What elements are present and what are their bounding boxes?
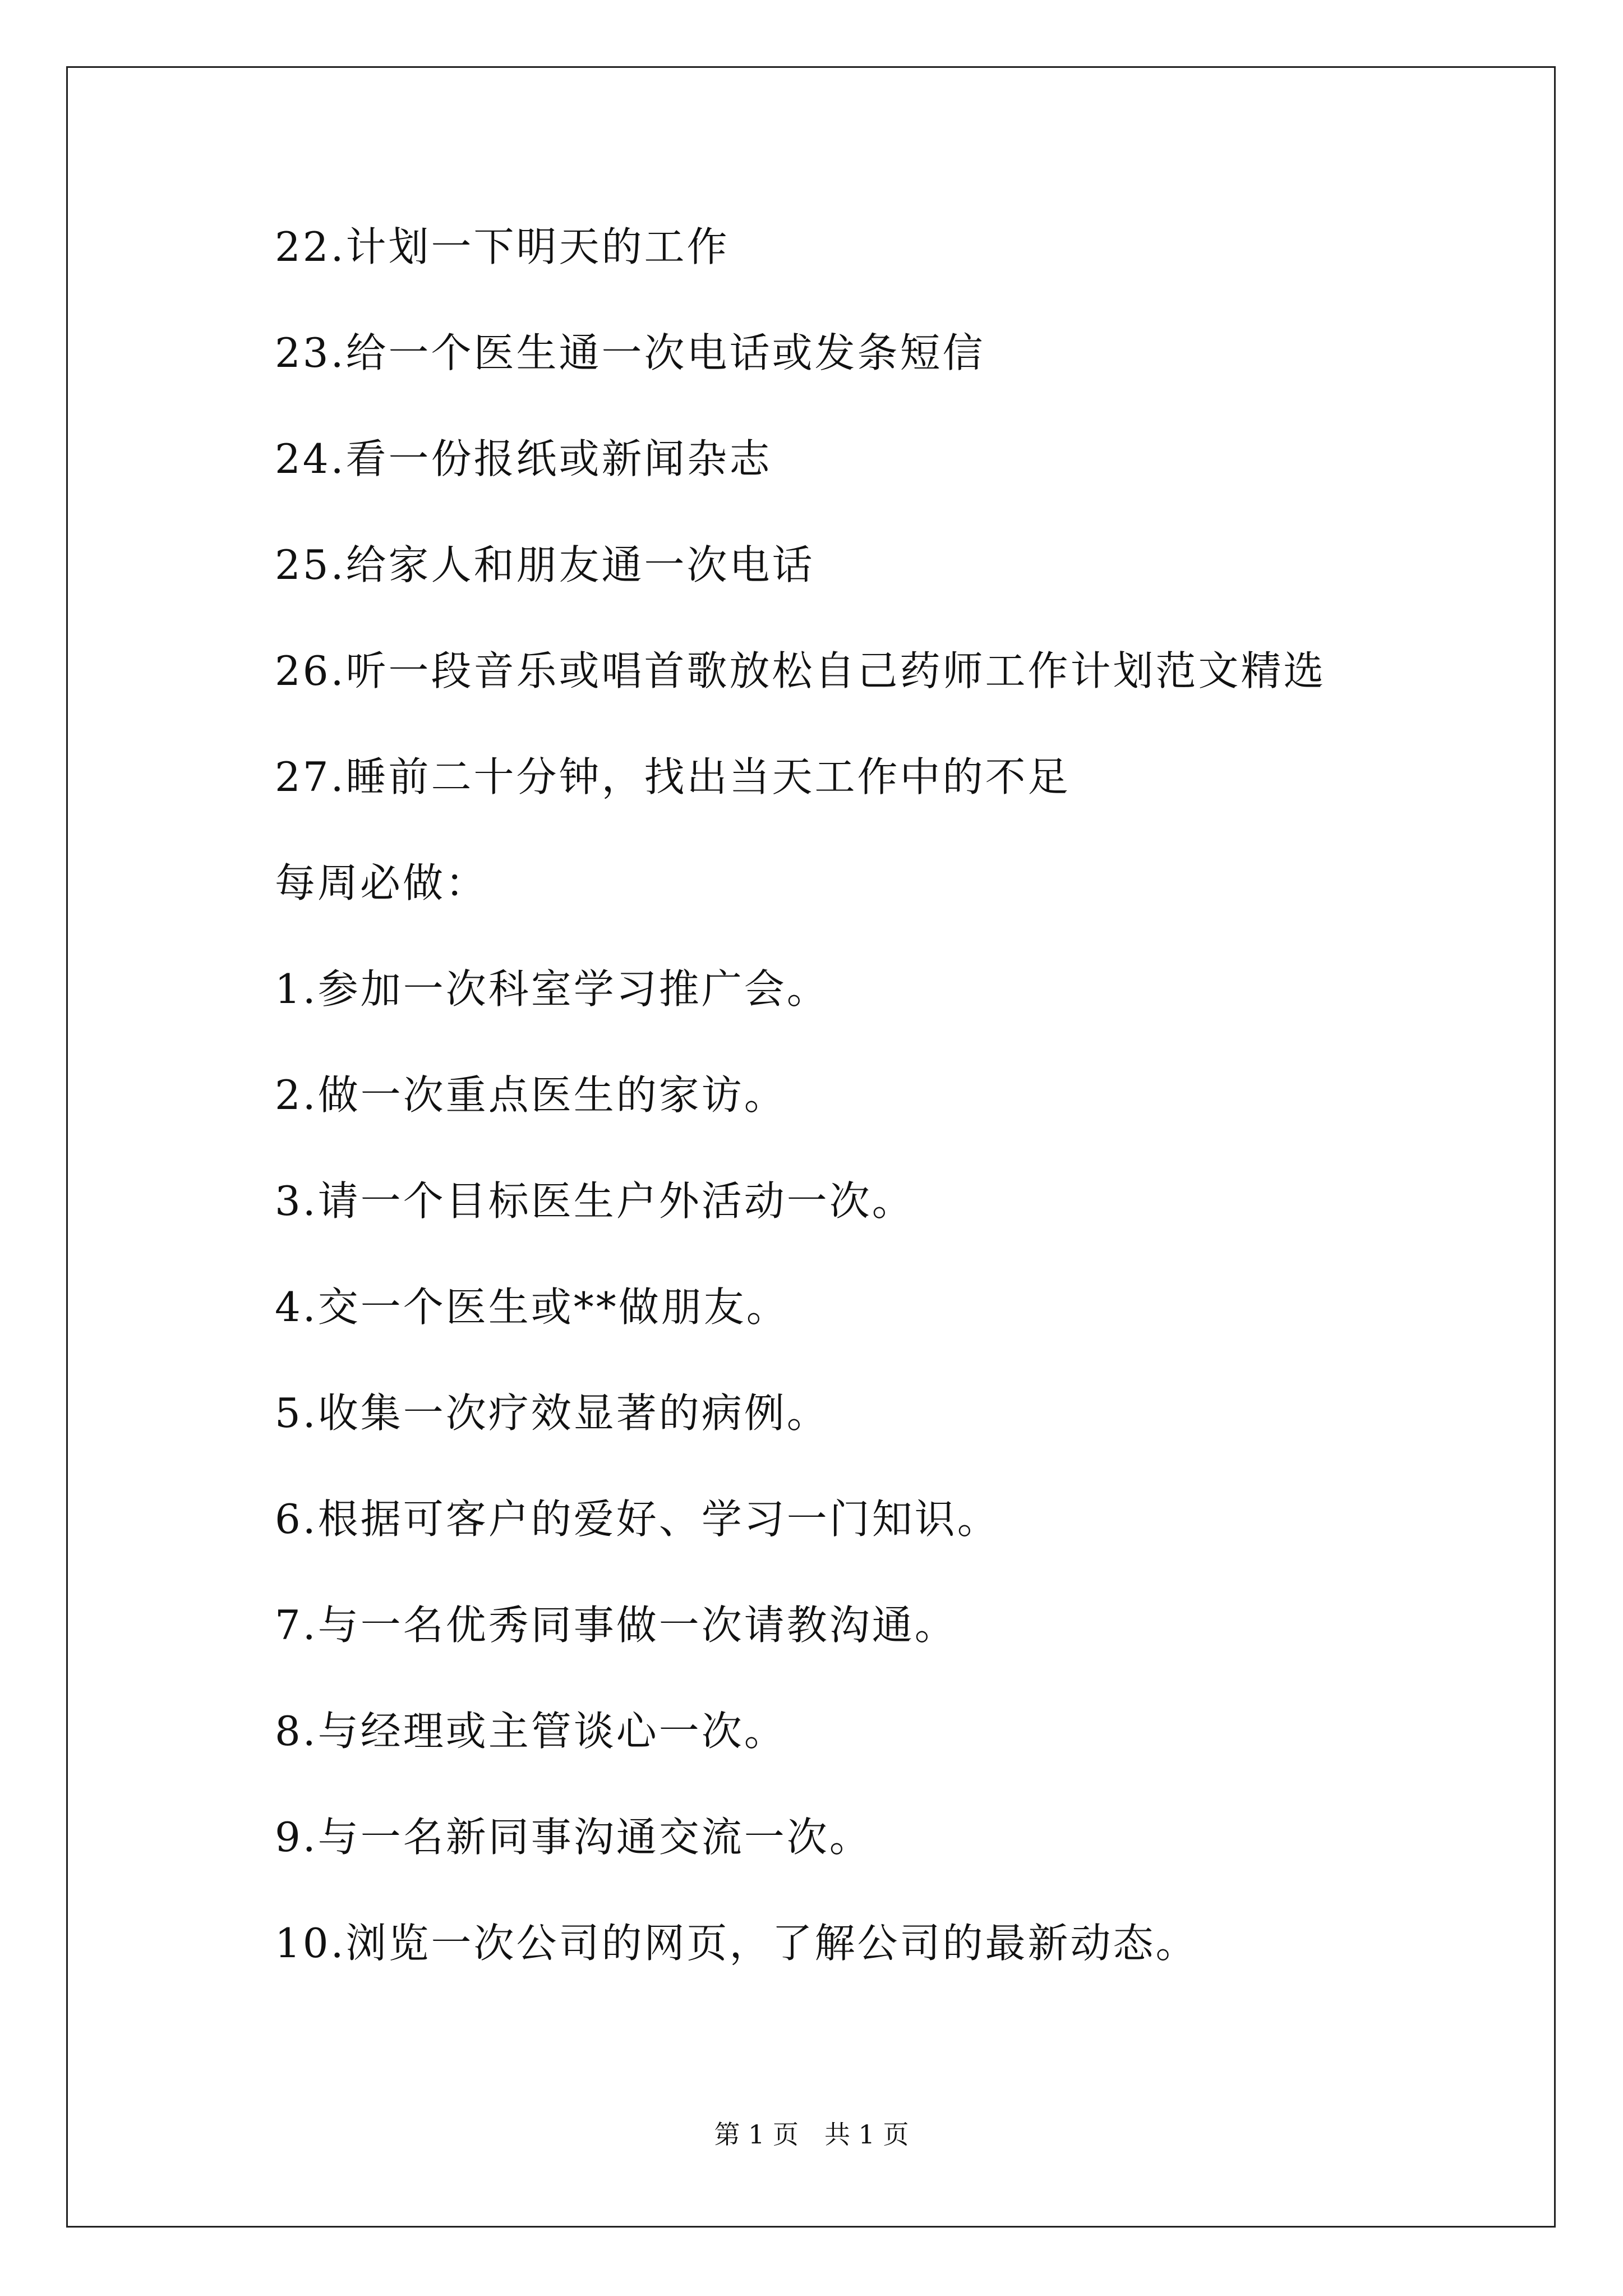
- list-item: 8.与经理或主管谈心一次。: [275, 1708, 787, 1755]
- list-item: 10.浏览一次公司的网页，了解公司的最新动态。: [275, 1920, 1198, 1967]
- list-item: 1.参加一次科室学习推广会。: [275, 965, 829, 1013]
- page-border: [66, 66, 1556, 2228]
- list-item: 5.收集一次疗效显著的病例。: [275, 1389, 829, 1437]
- text-line: 25.给家人和朋友通一次电话: [275, 541, 815, 588]
- text-line: 22.计划一下明天的工作: [275, 223, 730, 270]
- text-line: 23.给一个医生通一次电话或发条短信: [275, 329, 985, 376]
- list-item: 7.与一名优秀同事做一次请教沟通。: [275, 1602, 957, 1649]
- text-line: 27.睡前二十分钟，找出当天工作中的不足: [275, 753, 1071, 800]
- list-item: 4.交一个医生或**做朋友。: [275, 1283, 789, 1331]
- section-heading: 每周必做：: [275, 859, 488, 907]
- list-item: 9.与一名新同事沟通交流一次。: [275, 1814, 872, 1861]
- list-item: 3.请一个目标医生户外活动一次。: [275, 1177, 915, 1225]
- text-line: 26.听一段音乐或唱首歌放松自己药师工作计划范文精选: [275, 647, 1326, 694]
- text-line: 24.看一份报纸或新闻杂志: [275, 435, 772, 482]
- list-item: 2.做一次重点医生的家访。: [275, 1071, 787, 1119]
- page-footer: 第 1 页 共 1 页: [714, 2119, 909, 2150]
- list-item: 6.根据可客户的爱好、学习一门知识。: [275, 1496, 1000, 1543]
